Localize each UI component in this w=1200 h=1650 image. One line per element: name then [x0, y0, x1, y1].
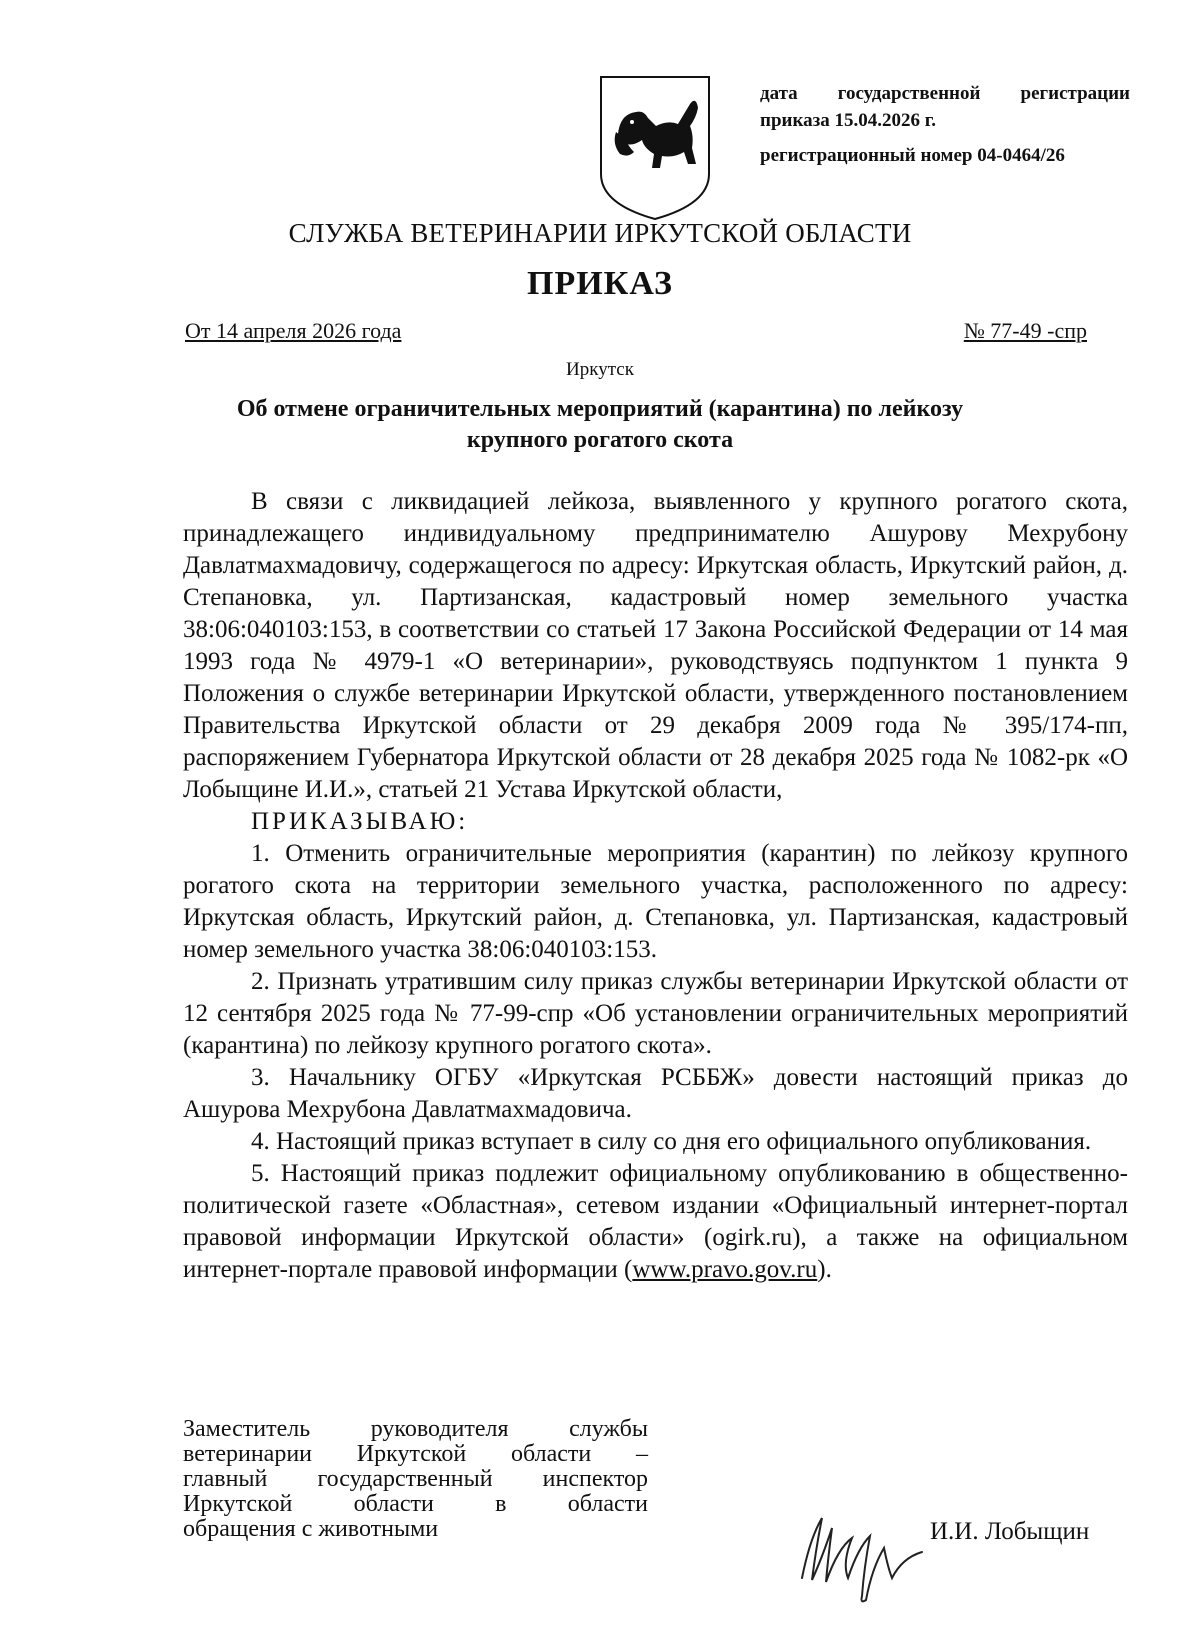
- order-number: № 77-49 -спр: [963, 318, 1087, 343]
- city: Иркутск: [566, 359, 634, 380]
- document-title: ПРИКАЗ: [527, 265, 673, 302]
- item-5-end: ).: [817, 1256, 832, 1283]
- item-5-text: 5. Настоящий приказ подлежит официальному опубликованию в общественно-политической газете «Областная», сетевом издании «Официальный интернет-портал правовой информации Иркутской области» (ogirk.ru), а также на официальном интернет-портале правовой информации (: [183, 1160, 1128, 1283]
- subject-line-2: крупного рогатого скота: [466, 427, 734, 453]
- position-line-3: главный государственный инспектор: [183, 1466, 648, 1492]
- position-line-1: Заместитель руководителя службы: [183, 1416, 648, 1442]
- handwritten-signature-icon: [792, 1508, 932, 1608]
- decree-word: ПРИКАЗЫВАЮ:: [251, 808, 469, 835]
- registration-info: [760, 80, 1130, 169]
- service-name: СЛУЖБА ВЕТЕРИНАРИИ ИРКУТСКОЙ ОБЛАСТИ: [288, 218, 912, 248]
- item-2: 2. Признать утратившим силу приказ службы ветеринарии Иркутской области от 12 сентября 2025 года № 77-99-спр «Об установлении ограничительных мероприятий (карантина) по лейкозу крупного рогатого скота».: [183, 968, 1128, 1059]
- registration-number: регистрационный номер 04-0464/26: [760, 145, 1065, 166]
- item-4: 4. Настоящий приказ вступает в силу со дня его официального опубликования.: [251, 1128, 1092, 1155]
- position-line-5: обращения с животными: [183, 1516, 439, 1542]
- subject-line-1: Об отмене ограничительных мероприятий (карантина) по лейкозу: [236, 396, 964, 422]
- signer-position: [183, 1417, 648, 1542]
- order-body: [183, 486, 1128, 1286]
- item-1: 1. Отменить ограничительные мероприятия (карантин) по лейкозу крупного рогатого скота на территории земельного участка, расположенного по адресу: Иркутская область, Иркутский район, д. Степановка, ул. Партизанская, кадастровый номер земельного участка 38:06:040103:153.: [183, 840, 1128, 963]
- order-date: От 14 апреля 2026 года: [185, 318, 402, 343]
- registration-date-label: дата государственной регистрации: [760, 83, 1130, 104]
- order-subject: [200, 394, 1000, 456]
- signer-name: И.И. Лобыщин: [930, 1518, 1090, 1545]
- item-5: [183, 1158, 1128, 1286]
- position-line-4: Иркутской области в области: [183, 1491, 648, 1517]
- registration-date: приказа 15.04.2026 г.: [760, 110, 936, 131]
- position-line-2: ветеринарии Иркутской области –: [183, 1441, 648, 1467]
- preamble-paragraph: В связи с ликвидацией лейкоза, выявленного у крупного рогатого скота, принадлежащего индивидуальному предпринимателю Ашурову Мехрубону Давлатмахмадовичу, содержащегося по адресу: Иркутская область, Иркутский район, д. Степановка, ул. Партизанская, кадастровый номер земельного участка 38:06:040103:153, в соответствии со статьей 17 Закона Российской Федерации от 14 мая 1993 года № 4979-1 «О ветеринарии», руководствуясь подпунктом 1 пункта 9 Положения о службе ветеринарии Иркутской области, утвержденного постановлением Правительства Иркутской области от 29 декабря 2009 года № 395/174-пп, распоряжением Губернатора Иркутской области от 28 декабря 2025 года № 1082-рк «О Лобыщине И.И.», статьей 21 Устава Иркутской области,: [183, 488, 1128, 803]
- pravo-link[interactable]: www.pravo.gov.ru: [632, 1256, 818, 1283]
- irkutsk-coat-of-arms-icon: [598, 74, 712, 222]
- item-3: 3. Начальнику ОГБУ «Иркутская РСББЖ» довести настоящий приказ до Ашурова Мехрубона Давлатмахмадовича.: [183, 1064, 1128, 1123]
